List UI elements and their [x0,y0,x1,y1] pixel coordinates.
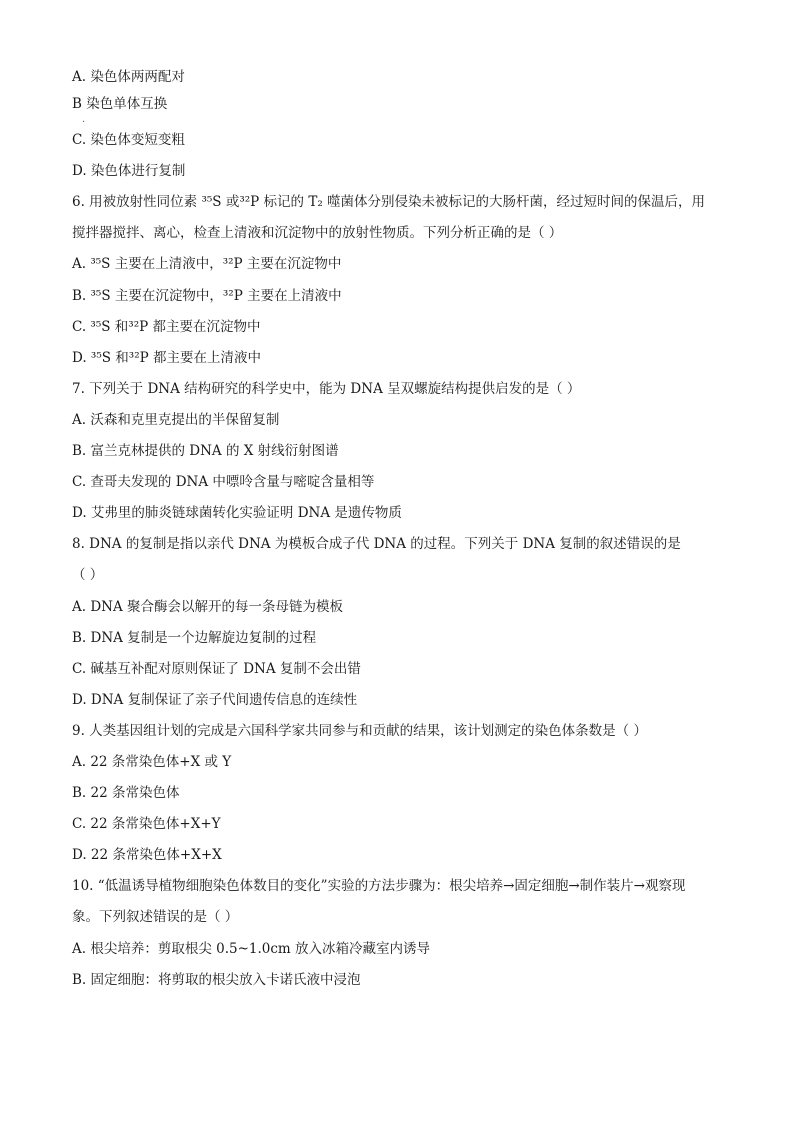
option-5a: A. 染色体两两配对 [72,69,185,85]
option-9b: B. 22 条常染色体 [72,785,180,802]
option-7a: A. 沃森和克里克提出的半保留复制 [72,411,280,428]
question-6-stem-line1: 6. 用被放射性同位素 ³⁵S 或³²P 标记的 T₂ 噬菌体分别侵染未被标记的大肠杆菌，经过短时间的保温后，用 [72,194,706,211]
option-10a: A. 根尖培养：剪取根尖 0.5~1.0cm 放入冰箱冷藏室内诱导 [72,940,431,957]
option-9a: A. 22 条常染色体+X 或 Y [72,753,232,770]
option-8b: B. DNA 复制是一个边解旋边复制的过程 [72,629,317,646]
question-7-stem: 7. 下列关于 DNA 结构研究的科学史中，能为 DNA 呈双螺旋结构提供启发的是（ ） [72,380,581,397]
option-5d: D. 染色体进行复制 [72,163,186,180]
option-6a: A. ³⁵S 主要在上清液中，³²P 主要在沉淀物中 [72,256,342,273]
option-6d: D. ³⁵S 和³²P 都主要在上清液中 [72,349,261,366]
option-5c: C. 染色体变短变粗 [72,132,185,149]
option-8c: C. 碱基互补配对原则保证了 DNA 复制不会出错 [72,660,361,677]
stray-dot: . [82,114,86,126]
option-8d: D. DNA 复制保证了亲子代间遗传信息的连续性 [72,691,358,708]
option-9c: C. 22 条常染色体+X+Y [72,816,221,833]
question-8-stem-line1: 8. DNA 的复制是指以亲代 DNA 为模板合成子代 DNA 的过程。下列关于 DNA 复制的叙述错误的是 [72,536,681,553]
option-5b: B 染色单体互换 [72,96,168,113]
question-10-stem-line2: 象。下列叙述错误的是（ ） [72,909,239,926]
question-7 [72,374,732,529]
option-6b: B. ³⁵S 主要在沉淀物中，³²P 主要在上清液中 [72,287,342,304]
question-9-stem: 9. 人类基因组计划的完成是六国科学家共同参与和贡献的结果，该计划测定的染色体条数是（ ） [72,722,647,739]
option-9d: D. 22 条常染色体+X+X [72,847,222,864]
question-8-stem-line2: （ ） [72,567,104,584]
question-6 [72,187,732,374]
option-7b: B. 富兰克林提供的 DNA 的 X 射线衍射图谱 [72,443,339,460]
question-10 [72,871,732,995]
option-6c: C. ³⁵S 和³²P 都主要在沉淀物中 [72,318,261,335]
question-5-options [72,62,732,187]
exam-page [72,62,732,996]
option-10b: B. 固定细胞：将剪取的根尖放入卡诺氏液中浸泡 [72,971,361,988]
option-7c: C. 查哥夫发现的 DNA 中嘌呤含量与嘧啶含量相等 [72,474,375,491]
question-9 [72,716,732,871]
question-6-stem-line2: 搅拌器搅拌、离心，检查上清液和沉淀物中的放射性物质。下列分析正确的是（ ） [72,225,563,242]
question-8 [72,529,732,716]
question-10-stem-line1: 10. “低温诱导植物细胞染色体数目的变化”实验的方法步骤为：根尖培养→固定细胞→制作装片→观察现 [72,878,686,895]
option-7d: D. 艾弗里的肺炎链球菌转化实验证明 DNA 是遗传物质 [72,505,402,522]
option-8a: A. DNA 聚合酶会以解开的每一条母链为模板 [72,598,344,615]
